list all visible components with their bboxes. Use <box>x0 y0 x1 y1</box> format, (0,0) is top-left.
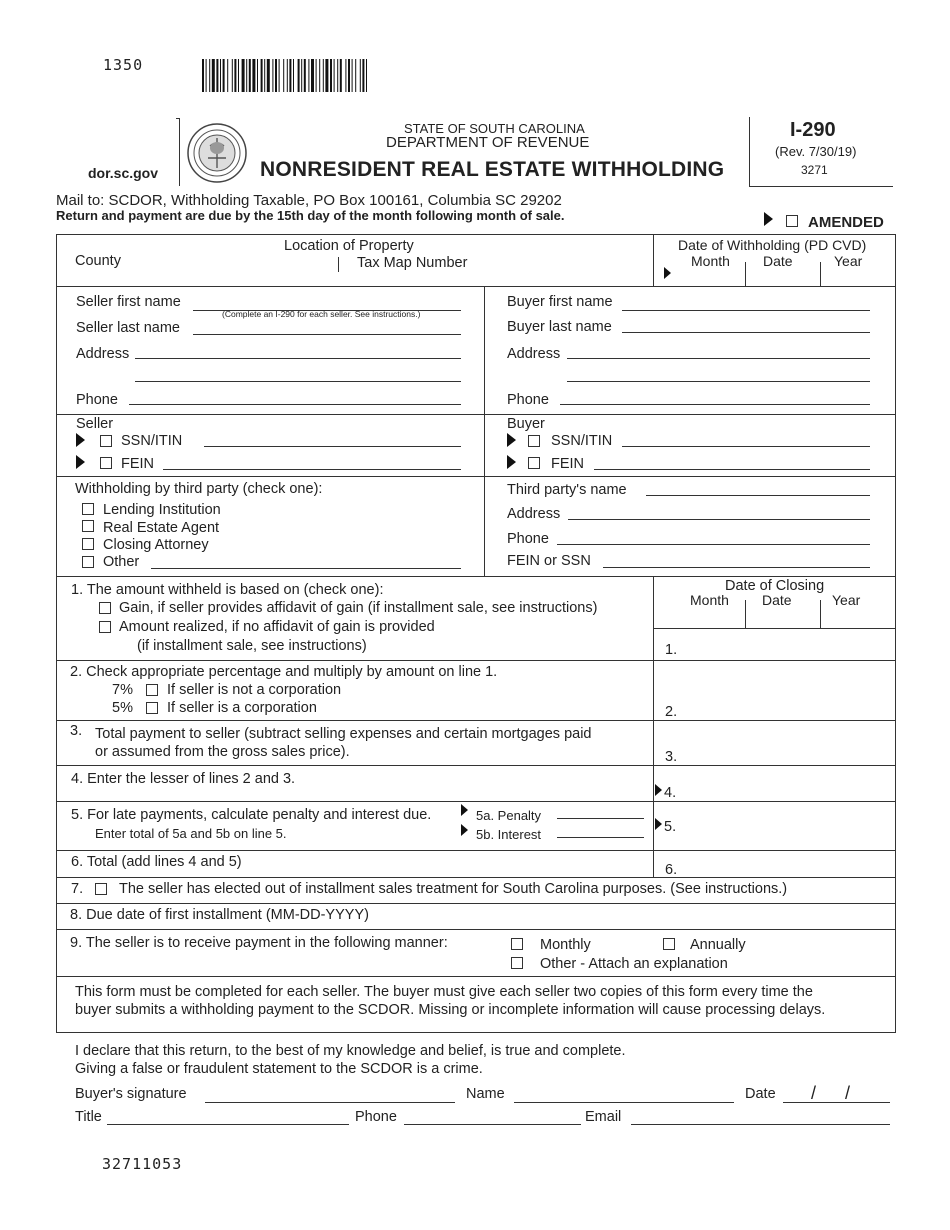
date-slash-1: / <box>811 1083 817 1103</box>
buyer-address-field[interactable] <box>567 358 870 359</box>
form-revision: (Rev. 7/30/19) <box>775 144 857 159</box>
seven-percent-checkbox[interactable] <box>146 684 158 696</box>
other-payment-label: Other - Attach an explanation <box>540 956 728 972</box>
notice-line-1: This form must be completed for each seller. The buyer must give each seller two copies of this form every time the <box>75 984 813 1000</box>
penalty-field[interactable] <box>557 818 644 819</box>
third-party-name-label: Third party's name <box>507 482 627 498</box>
title-label: Title <box>75 1109 102 1125</box>
buyer-first-name-label: Buyer first name <box>507 294 613 310</box>
state-name: STATE OF SOUTH CAROLINA <box>404 121 585 136</box>
closing-month: Month <box>690 592 729 608</box>
third-party-address-label: Address <box>507 506 561 522</box>
buyer-phone-field[interactable] <box>560 404 870 405</box>
buyer-id-label: Buyer <box>507 416 545 432</box>
seller-ssn-label: SSN/ITIN <box>121 433 183 449</box>
interest-field[interactable] <box>557 837 644 838</box>
name-field[interactable] <box>514 1102 734 1103</box>
line-4-label: 4. Enter the lesser of lines 2 and 3. <box>71 771 296 787</box>
email-field[interactable] <box>631 1124 890 1125</box>
installment-note: (if installment sale, see instructions) <box>137 638 367 654</box>
state-seal-icon <box>186 122 248 184</box>
date-withholding-label: Date of Withholding (PD CVD) <box>678 237 867 253</box>
footer-code: 32711053 <box>102 1155 183 1173</box>
name-label: Name <box>466 1086 505 1102</box>
buyer-first-name-field[interactable] <box>622 310 870 311</box>
five-percent: 5% <box>112 700 133 716</box>
closing-year: Year <box>832 592 861 608</box>
real-estate-agent-checkbox[interactable] <box>82 520 94 532</box>
date-slash-2: / <box>845 1083 851 1103</box>
line-7-label: The seller has elected out of installment sales treatment for South Carolina purposes. (See instructions.) <box>119 881 788 897</box>
buyer-last-name-field[interactable] <box>622 332 870 333</box>
seller-last-name-label: Seller last name <box>76 320 180 336</box>
five-percent-checkbox[interactable] <box>146 702 158 714</box>
line-7-num: 7. <box>71 881 84 897</box>
site-url: dor.sc.gov <box>88 165 159 181</box>
line-5-label-b: Enter total of 5a and 5b on line 5. <box>95 826 287 841</box>
installment-election-checkbox[interactable] <box>95 883 107 895</box>
line-3-num: 3. <box>70 723 83 739</box>
line-1-label: 1. The amount withheld is based on (check one): <box>71 582 384 598</box>
seller-address-label: Address <box>76 346 130 362</box>
amount-realized-checkbox[interactable] <box>99 621 111 633</box>
seller-fein-field[interactable] <box>163 469 461 470</box>
form-title: NONRESIDENT REAL ESTATE WITHHOLDING <box>260 158 725 181</box>
date-closing-label: Date of Closing <box>725 578 825 594</box>
gain-label: Gain, if seller provides affidavit of gain (if installment sale, see instructions) <box>119 600 598 616</box>
seller-id-label: Seller <box>76 416 114 432</box>
interest-label: 5b. Interest <box>476 827 542 842</box>
line-5-number: 5. <box>664 819 677 835</box>
closing-attorney-label: Closing Attorney <box>103 537 209 553</box>
signature-label: Buyer's signature <box>75 1086 187 1102</box>
buyer-ssn-checkbox[interactable] <box>528 435 540 447</box>
email-label: Email <box>585 1109 622 1125</box>
monthly-label: Monthly <box>540 937 591 953</box>
buyer-ssn-label: SSN/ITIN <box>551 433 613 449</box>
seller-phone-field[interactable] <box>129 404 461 405</box>
seller-phone-label: Phone <box>76 392 118 408</box>
due-note: Return and payment are due by the 15th day of the month following month of sale. <box>56 208 565 223</box>
line-8-label: 8. Due date of first installment (MM-DD-YYYY) <box>70 907 369 923</box>
buyer-address-label: Address <box>507 346 561 362</box>
signature-field[interactable] <box>205 1102 455 1103</box>
buyer-fein-checkbox[interactable] <box>528 457 540 469</box>
other-checkbox[interactable] <box>82 556 94 568</box>
lending-institution-checkbox[interactable] <box>82 503 94 515</box>
third-party-heading: Withholding by third party (check one): <box>75 481 323 497</box>
seller-last-name-field[interactable] <box>193 334 461 335</box>
line-6-number: 6. <box>665 862 678 878</box>
closing-date: Date <box>762 592 792 608</box>
seven-percent-label: If seller is not a corporation <box>167 682 342 698</box>
line-3-label-b: or assumed from the gross sales price). <box>95 744 350 760</box>
five-percent-label: If seller is a corporation <box>167 700 317 716</box>
line-2-number: 2. <box>665 704 678 720</box>
seller-first-name-label: Seller first name <box>76 294 181 310</box>
notice-line-2: buyer submits a withholding payment to the SCDOR. Missing or incomplete information will cause processing delays. <box>75 1002 826 1018</box>
seven-percent: 7% <box>112 682 133 698</box>
third-party-fein-field[interactable] <box>603 567 870 568</box>
other-payment-checkbox[interactable] <box>511 957 523 969</box>
line-9-label: 9. The seller is to receive payment in the following manner: <box>70 935 448 951</box>
annually-checkbox[interactable] <box>663 938 675 950</box>
third-party-address-field[interactable] <box>568 519 870 520</box>
date-label: Date <box>745 1086 776 1102</box>
closing-attorney-checkbox[interactable] <box>82 538 94 550</box>
barcode <box>200 58 470 93</box>
buyer-fein-label: FEIN <box>551 456 585 472</box>
seller-fein-checkbox[interactable] <box>100 457 112 469</box>
location-label: Location of Property <box>284 238 414 254</box>
third-party-name-field[interactable] <box>646 495 870 496</box>
seller-ssn-checkbox[interactable] <box>100 435 112 447</box>
tax-map-label: Tax Map Number <box>357 255 468 271</box>
amended-label: AMENDED <box>808 214 884 231</box>
phone-label: Phone <box>355 1109 397 1125</box>
buyer-fein-field[interactable] <box>594 469 870 470</box>
third-party-fein-label: FEIN or SSN <box>507 553 591 569</box>
seller-fein-label: FEIN <box>121 456 155 472</box>
department-name: DEPARTMENT OF REVENUE <box>386 134 590 151</box>
form-id: I-290 <box>790 119 836 141</box>
amount-realized-label: Amount realized, if no affidavit of gain is provided <box>119 619 435 635</box>
withholding-date: Date <box>763 253 793 269</box>
seller-address-field-2[interactable] <box>135 381 461 382</box>
third-party-phone-label: Phone <box>507 531 549 547</box>
seller-note: (Complete an I-290 for each seller. See instructions.) <box>222 309 421 319</box>
penalty-label: 5a. Penalty <box>476 808 542 823</box>
seller-address-field[interactable] <box>135 358 461 359</box>
buyer-address-field-2[interactable] <box>567 381 870 382</box>
phone-field[interactable] <box>404 1124 581 1125</box>
buyer-phone-label: Phone <box>507 392 549 408</box>
declaration-line-2: Giving a false or fraudulent statement to the SCDOR is a crime. <box>75 1061 483 1077</box>
mail-to: Mail to: SCDOR, Withholding Taxable, PO Box 100161, Columbia SC 29202 <box>56 192 562 209</box>
buyer-last-name-label: Buyer last name <box>507 319 612 335</box>
annually-label: Annually <box>690 937 746 953</box>
buyer-ssn-field[interactable] <box>622 446 870 447</box>
monthly-checkbox[interactable] <box>511 938 523 950</box>
line-4-number: 4. <box>664 785 677 801</box>
line-3-number: 3. <box>665 749 678 765</box>
line-3-label-a: Total payment to seller (subtract selling expenses and certain mortgages paid <box>95 726 592 742</box>
line-1-number: 1. <box>665 642 678 658</box>
title-field[interactable] <box>107 1124 349 1125</box>
line-5-label-a: 5. For late payments, calculate penalty and interest due. <box>71 807 432 823</box>
form-code: 3271 <box>801 163 828 177</box>
line-2-label: 2. Check appropriate percentage and multiply by amount on line 1. <box>70 664 498 680</box>
other-label: Other <box>103 554 140 570</box>
third-party-phone-field[interactable] <box>557 544 870 545</box>
real-estate-agent-label: Real Estate Agent <box>103 520 220 536</box>
gain-checkbox[interactable] <box>99 602 111 614</box>
declaration-line-1: I declare that this return, to the best of my knowledge and belief, is true and complete. <box>75 1043 626 1059</box>
withholding-year: Year <box>834 253 863 269</box>
county-label: County <box>75 253 121 269</box>
date-field[interactable] <box>783 1102 890 1103</box>
lending-institution-label: Lending Institution <box>103 502 221 518</box>
other-field[interactable] <box>151 568 461 569</box>
withholding-month: Month <box>691 253 730 269</box>
form-code-top: 1350 <box>103 56 144 74</box>
seller-ssn-field[interactable] <box>204 446 461 447</box>
amended-checkbox[interactable] <box>786 215 798 227</box>
line-6-label: 6. Total (add lines 4 and 5) <box>71 854 242 870</box>
